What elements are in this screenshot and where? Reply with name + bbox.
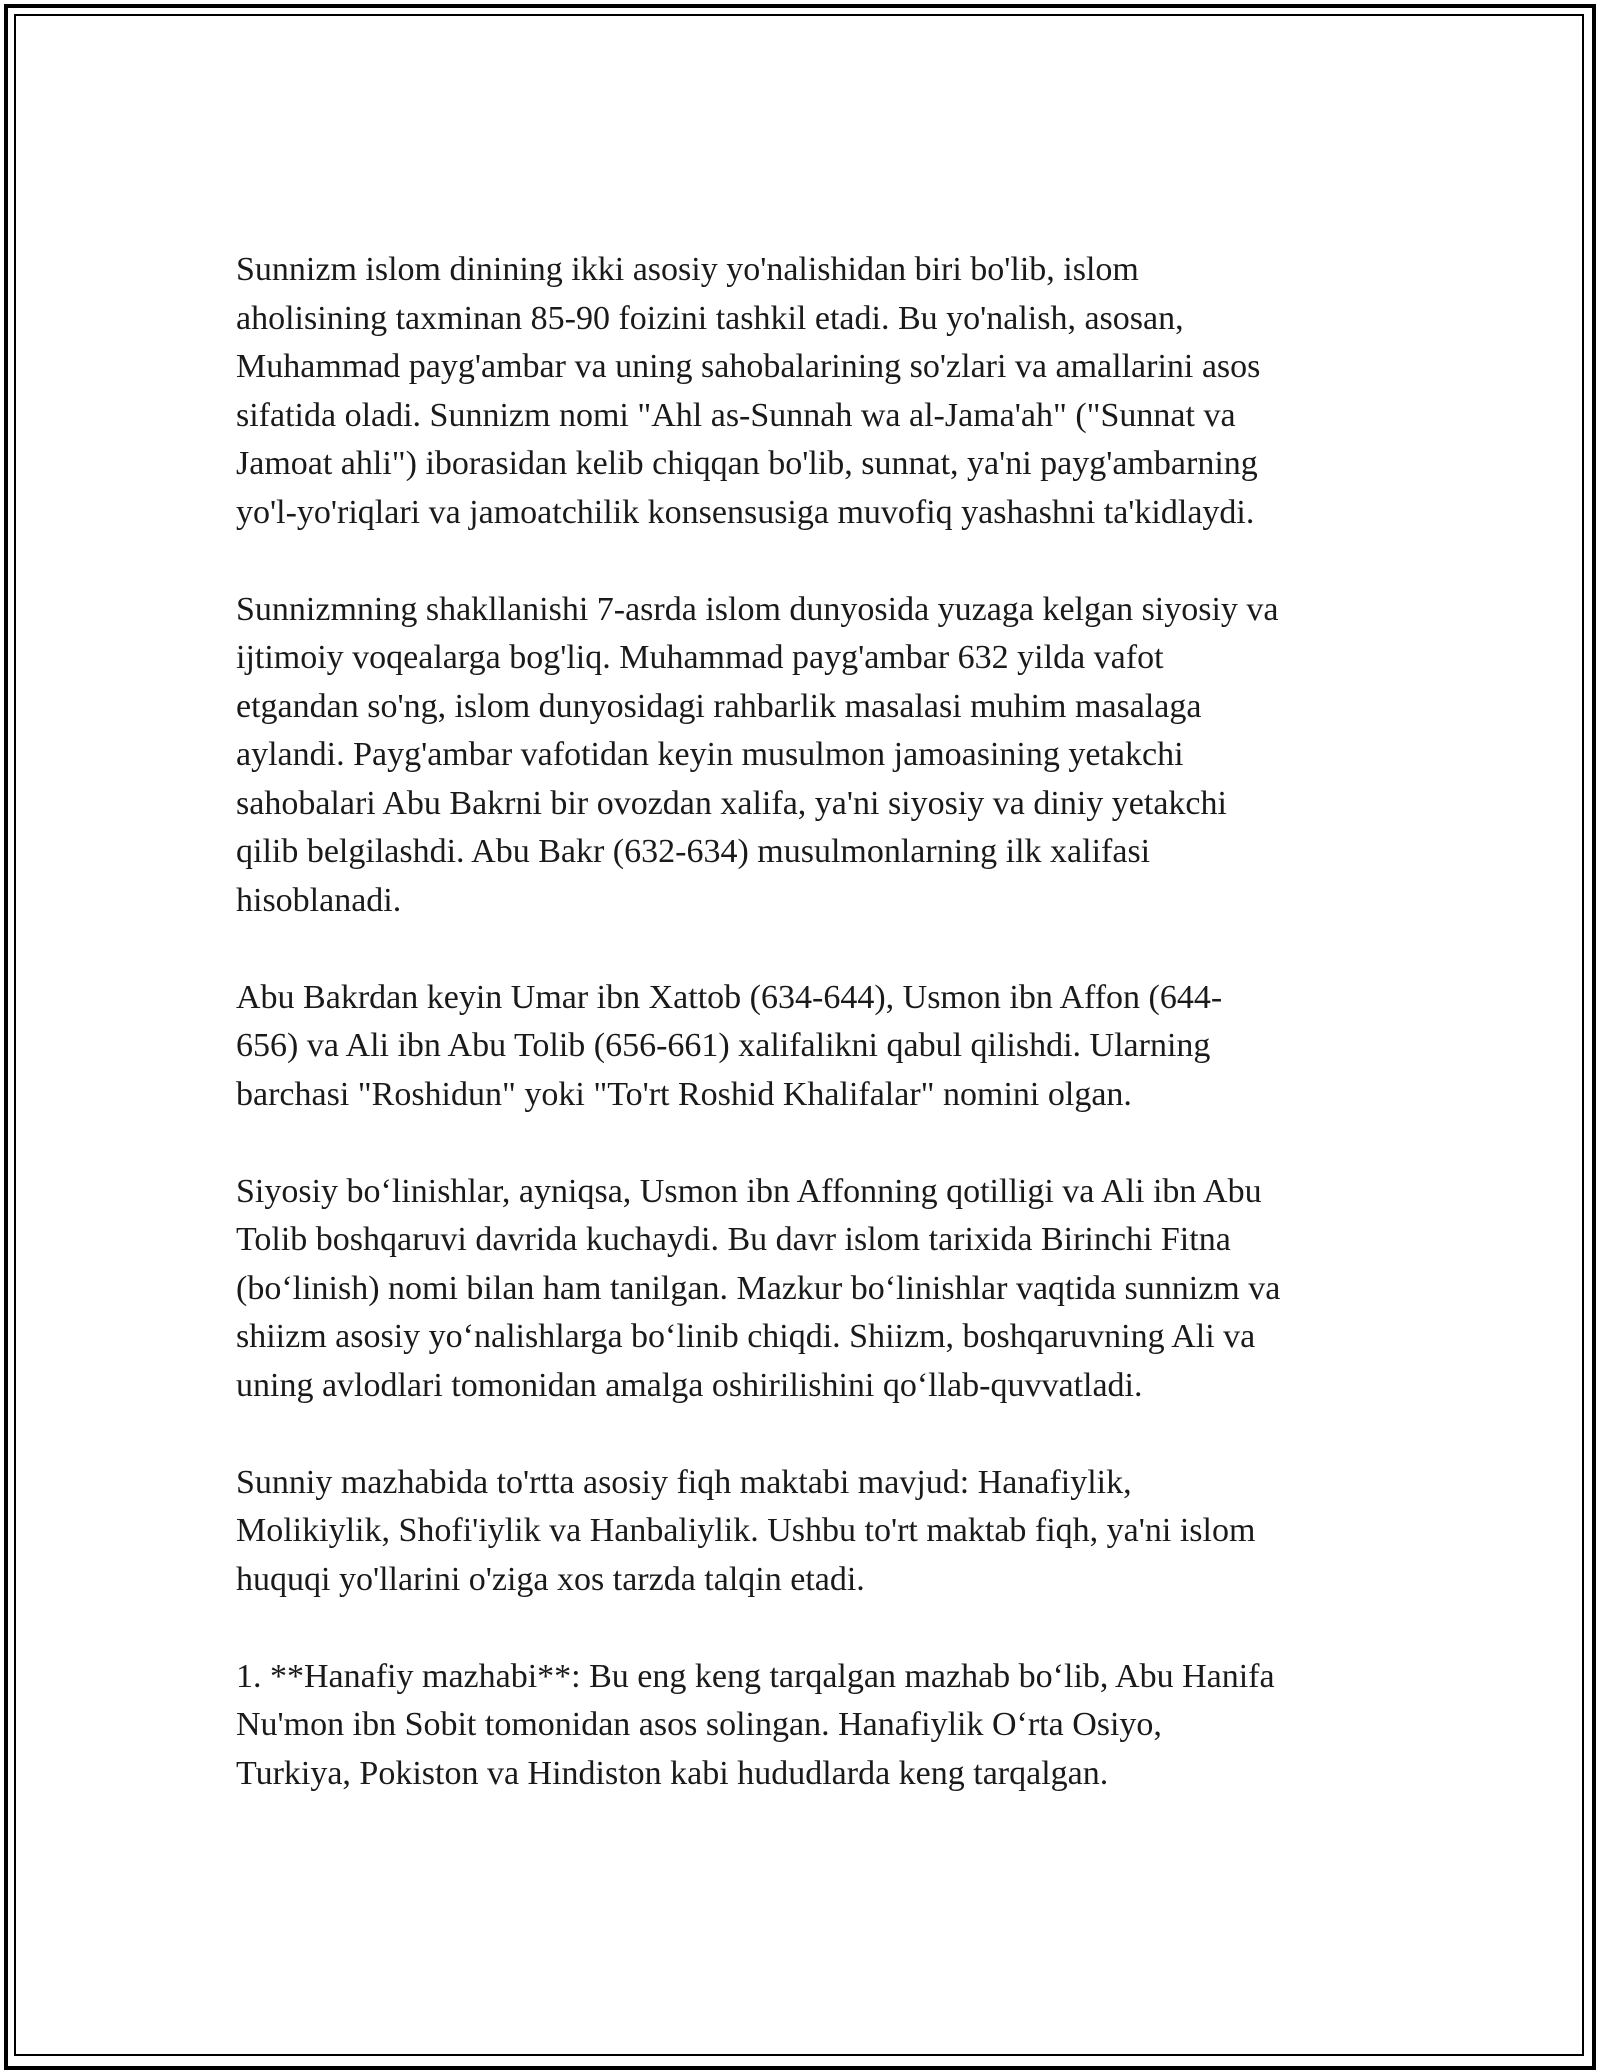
paragraph-political-divisions: Siyosiy bo‘linishlar, ayniqsa, Usmon ibn Affonning qotilligi va Ali ibn Abu Tolib boshqaruvi davrida kuchaydi. Bu davr islom tarixida Birinchi Fitna (bo‘linish) nomi bilan ham tanilgan. Mazkur bo‘linishlar vaqtida sunnizm va shiizm asosiy yo‘nalishlarga bo‘linib chiqdi. Shiizm, boshqaruvning Ali va uning avlodlari tomonidan amalga oshirilishini qo‘llab-quvvatladi. — [236, 1172, 1281, 1404]
paragraph-sunnism-intro: Sunnizm islom dinining ikki asosiy yo'nalishidan biri bo'lib, islom aholisining taxminan 85-90 foizini tashkil etadi. Bu yo'nalish, asosan, Muhammad payg'ambar va uning sahobalarining so'zlari va amallarini asos sifatida oladi. Sunnizm nomi "Ahl as-Sunnah wa al-Jama'ah" ("Sunnat va Jamoat ahli") iborasidan kelib chiqqan bo'lib, sunnat, ya'ni payg'ambarning yo'l-yo'riqlari va jamoatchilik konsensusiga muvofiq yashashni ta'kidlaydi. — [236, 251, 1261, 531]
paragraph-hanafi-madhhab: 1. **Hanafiy mazhabi**: Bu eng keng tarqalgan mazhab bo‘lib, Abu Hanifa Nu'mon ibn Sobit tomonidan asos solingan. Hanafiylik O‘rta Osiyo, Turkiya, Pokiston va Hindiston kabi hududlarda keng tarqalgan. — [236, 1657, 1275, 1792]
document-body — [236, 246, 1366, 1847]
paragraph-fiqh-schools: Sunniy mazhabida to'rtta asosiy fiqh maktabi mavjud: Hanafiylik, Molikiylik, Shofi'iylik va Hanbaliylik. Ushbu to'rt maktab fiqh, ya'ni islom huquqi yo'llarini o'ziga xos tarzda talqin etadi. — [236, 1463, 1256, 1598]
paragraph-rashidun: Abu Bakrdan keyin Umar ibn Xattob (634-644), Usmon ibn Affon (644- 656) va Ali ibn Abu Tolib (656-661) xalifalikni qabul qilishdi. Ularning barchasi "Roshidun" yoki "To'rt Roshid Khalifalar" nomini olgan. — [236, 978, 1223, 1113]
paragraph-formation: Sunnizmning shakllanishi 7-asrda islom dunyosida yuzaga kelgan siyosiy va ijtimoiy voqealarga bog'liq. Muhammad payg'ambar 632 yilda vafot etgandan so'ng, islom dunyosidagi rahbarlik masalasi muhim masalaga aylandi. Payg'ambar vafotidan keyin musulmon jamoasining yetakchi sahobalari Abu Bakrni bir ovozdan xalifa, ya'ni siyosiy va diniy yetakchi qilib belgilashdi. Abu Bakr (632-634) musulmonlarning ilk xalifasi hisoblanadi. — [236, 590, 1279, 919]
